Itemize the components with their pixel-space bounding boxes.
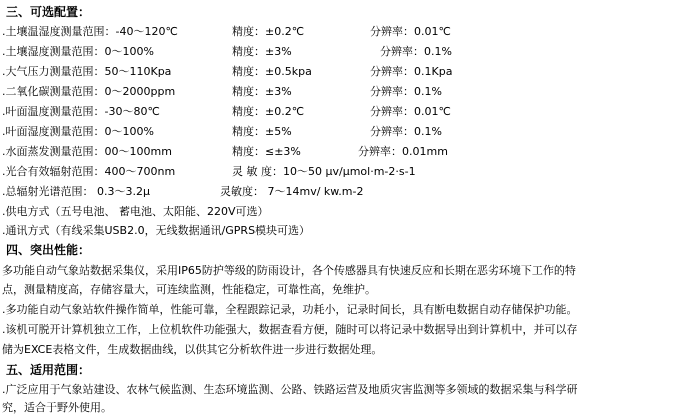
spec-accuracy: 精度：±0.2℃: [232, 25, 305, 38]
spec-range: .水面蒸发测量范围：00～100mm: [2, 145, 172, 158]
section-heading-performance: 四、突出性能：: [6, 243, 91, 257]
scope-paragraph-line: 究，适合于野外使用。: [2, 401, 112, 414]
spec-accuracy: 精度：≤±3%: [232, 145, 301, 158]
section-heading-optional-config: 三、可选配置：: [6, 5, 91, 19]
performance-paragraph-line: 储为EXCE表格文件，生成数据曲线，以供其它分析软件进一步进行数据处理。: [2, 343, 383, 356]
spec-resolution: 分辨率：0.01℃: [370, 105, 451, 118]
spec-accuracy: 精度：±5%: [232, 125, 292, 138]
communication-options: .通讯方式（有线采集USB2.0，无线数据通讯/GPRS模块可选）: [2, 224, 311, 237]
performance-paragraph-line: .该机可脱开计算机独立工作，上位机软件功能强大，数据查看方便，随时可以将记录中数据导出到计算机中，并可以存: [2, 323, 578, 336]
spec-accuracy: 精度：±0.5kpa: [232, 65, 312, 78]
spec-range: .叶面湿度测量范围：0～100%: [2, 125, 154, 138]
spec-resolution: 分辨率：0.1%: [380, 45, 452, 58]
scope-paragraph-line: .广泛应用于气象站建设、农林气候监测、生态环境监测、公路、铁路运营及地质灾害监测等多领域的数据采集与科学研: [2, 383, 578, 396]
spec-range: .土壤湿度测量范围：0～100%: [2, 45, 154, 58]
spec-accuracy: 精度：±3%: [232, 85, 292, 98]
spec-resolution: 分辨率：0.1%: [370, 85, 442, 98]
spec-range: .总辐射光谱范围： 0.3～3.2μ: [2, 185, 150, 198]
spec-range: .大气压力测量范围：50～110Kpa: [2, 65, 172, 78]
section-heading-scope: 五、适用范围：: [6, 363, 91, 377]
spec-sensitivity: 灵 敏 度：10～50 μv/μmol·m-2·s-1: [232, 165, 416, 178]
performance-paragraph-line: .多功能自动气象站软件操作简单，性能可靠，全程跟踪记录，功耗小，记录时间长，具有断电数据自动存储保护功能。: [2, 303, 578, 316]
spec-resolution: 分辨率：0.1%: [370, 125, 442, 138]
spec-sensitivity: 灵敏度： 7～14mv/ kw.m-2: [220, 185, 364, 198]
spec-resolution: 分辨率：0.01℃: [370, 25, 451, 38]
spec-range: .二氧化碳测量范围：0～2000ppm: [2, 85, 176, 98]
spec-resolution: 分辨率：0.01mm: [358, 145, 448, 158]
spec-accuracy: 精度：±3%: [232, 45, 292, 58]
spec-resolution: 分辨率：0.1Kpa: [370, 65, 453, 78]
spec-accuracy: 精度：±0.2℃: [232, 105, 305, 118]
spec-range: .光合有效辐射范围：400～700nm: [2, 165, 176, 178]
performance-paragraph-line: 点，测量精度高，存储容量大，可连续监测，性能稳定，可靠性高，免维护。: [2, 283, 376, 296]
spec-range: .叶面温度测量范围：-30～80℃: [2, 105, 160, 118]
performance-paragraph-line: 多功能自动气象站数据采集仪，采用IP65防护等级的防雨设计，各个传感器具有快速反应和长期在恶劣环境下工作的特: [2, 264, 576, 277]
spec-range: .土壤温湿度测量范围：-40～120℃: [2, 25, 178, 38]
power-supply-options: .供电方式（五号电池、 蓄电池、太阳能、220V可选）: [2, 205, 269, 218]
